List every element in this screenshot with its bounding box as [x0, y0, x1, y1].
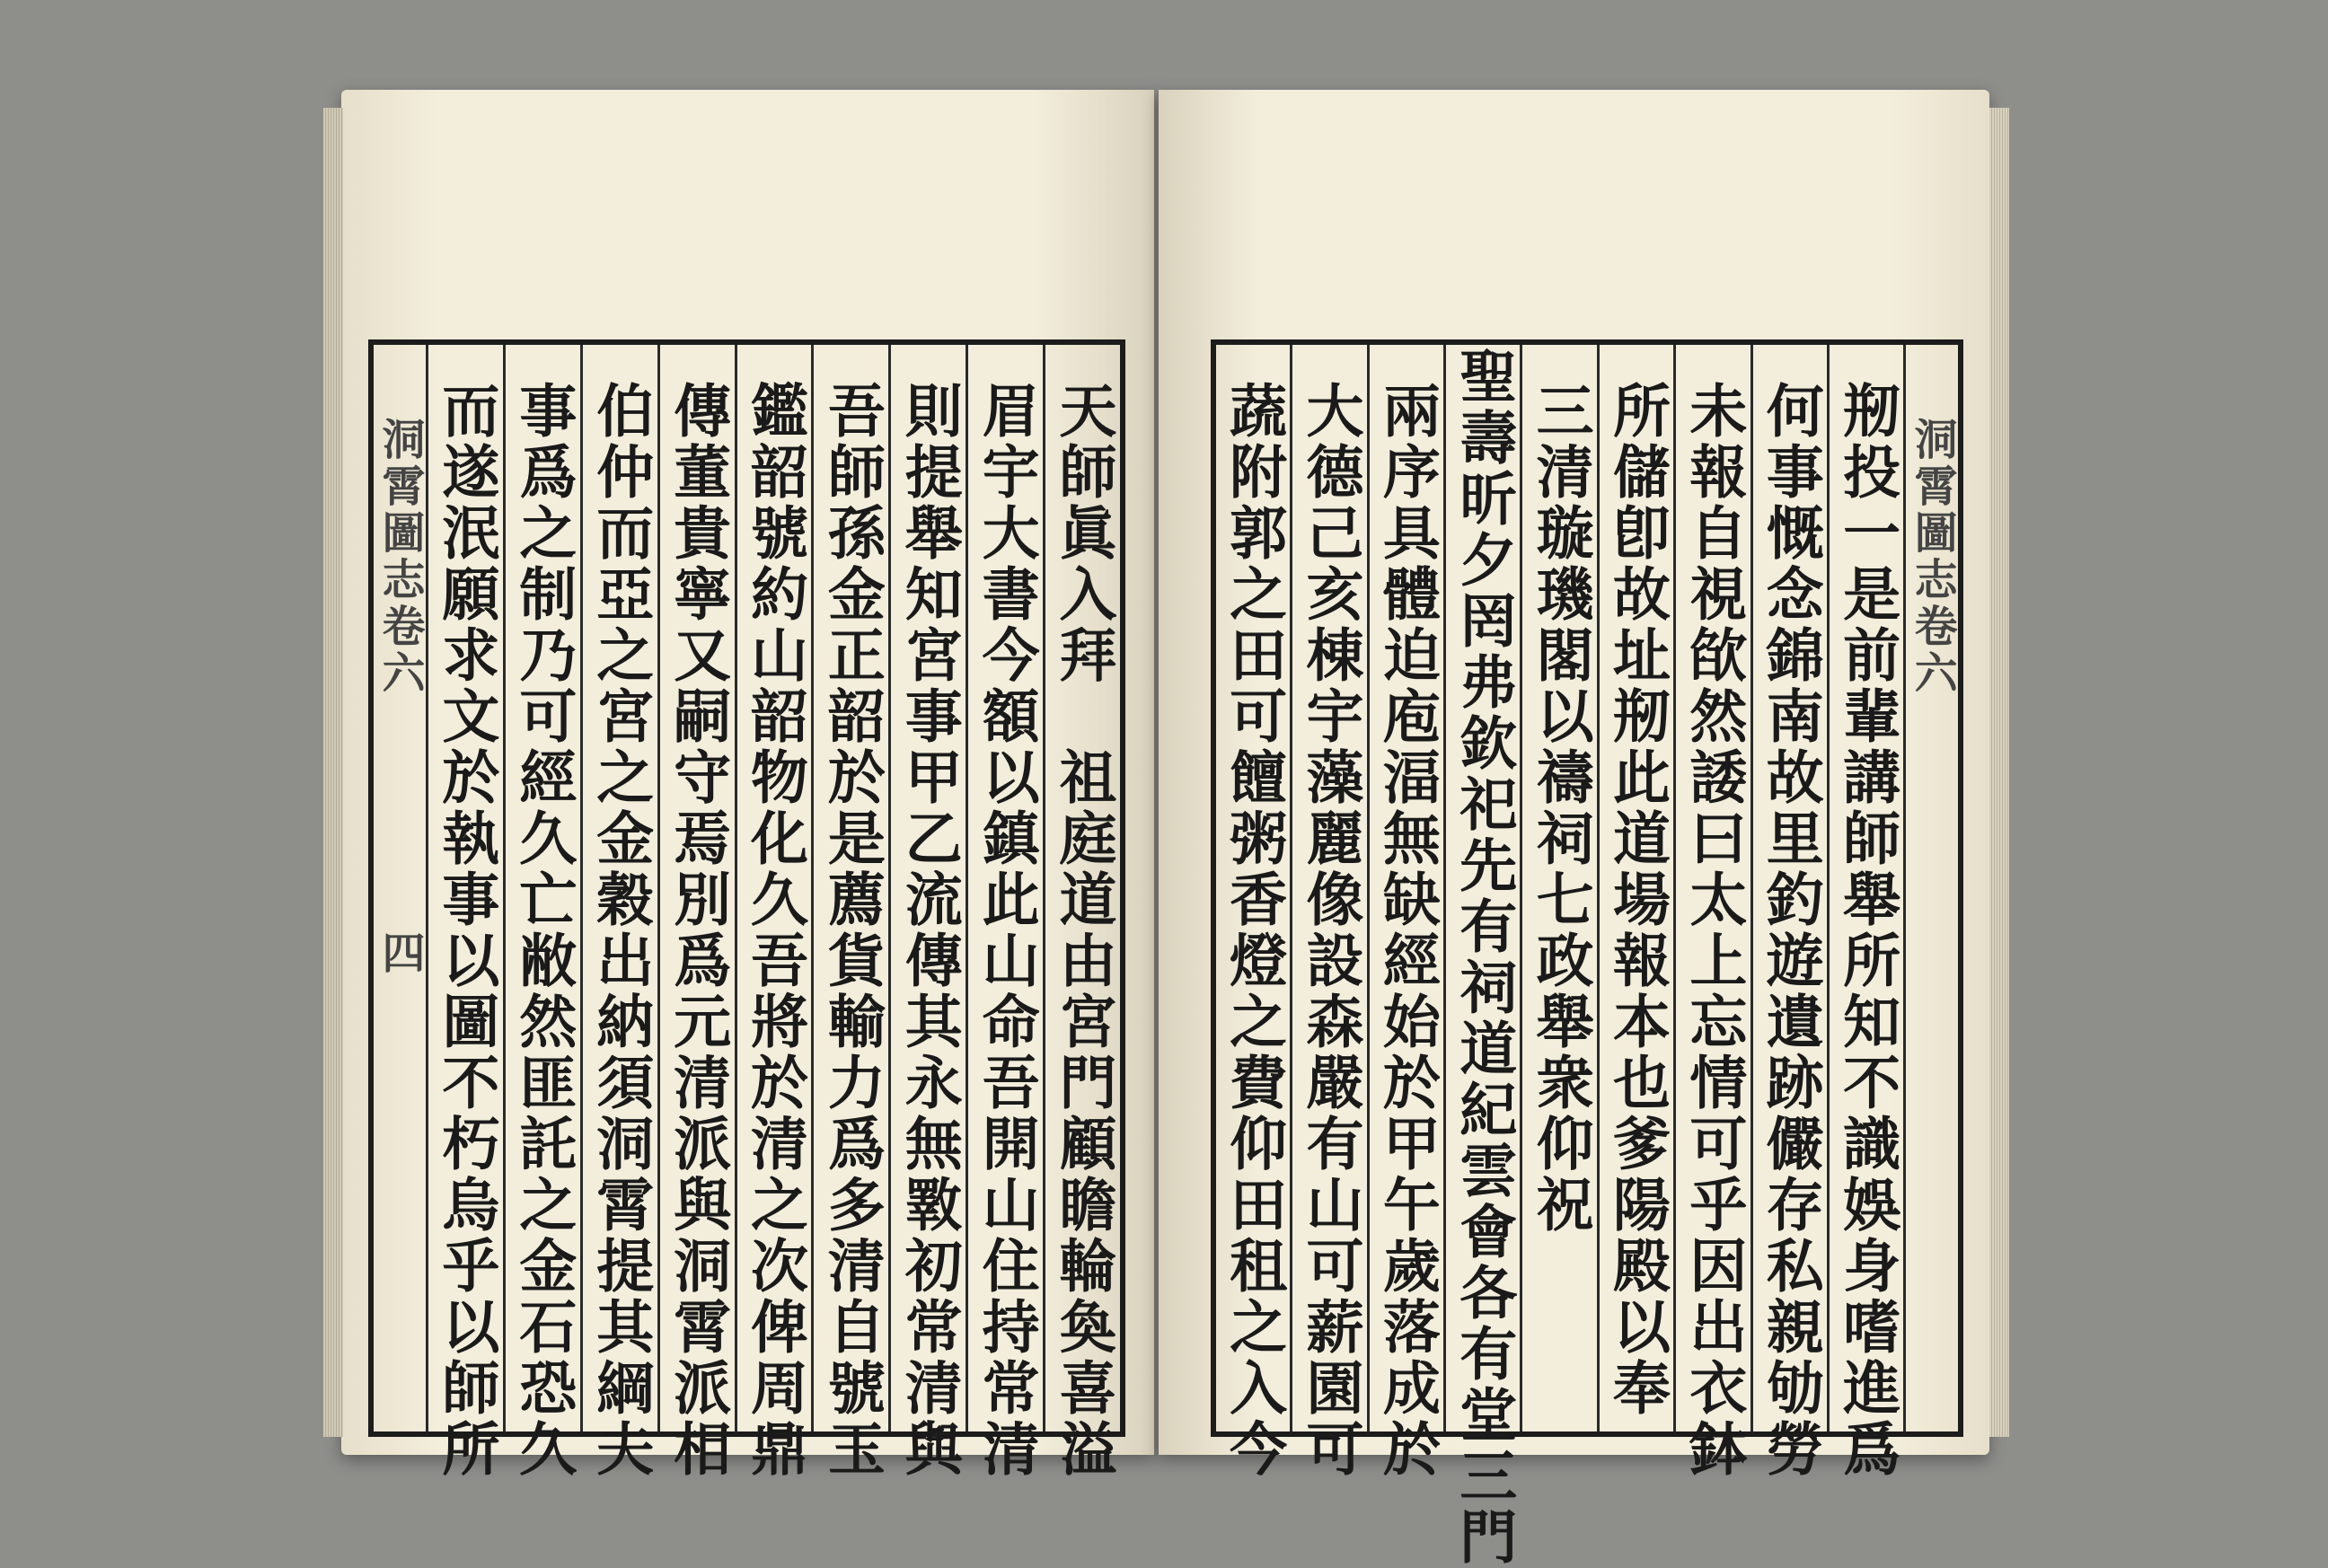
left-text-frame	[368, 339, 1125, 1480]
left-page	[341, 90, 1154, 1480]
column-text: 傳董貴寧又嗣守焉別爲元清派與洞霄派相	[664, 381, 732, 1480]
text-column	[657, 345, 735, 1480]
text-column	[966, 345, 1043, 1480]
column-text: 三清璇璣閣以禱祠七政舉衆仰祝	[1526, 381, 1594, 1236]
column-text: 聖壽昕夕罔弗欽祀先有祠道紀雲會各有堂三門	[1450, 347, 1518, 1568]
text-column	[426, 345, 503, 1480]
column-text: 伯仲而亞之宮之金穀出納須洞霄提其綱夫	[586, 381, 655, 1480]
margin-label: 洞霄圖志卷六	[1907, 417, 1958, 697]
text-column	[1597, 345, 1673, 1431]
column-text: 則提舉知宮事甲乙流傳其永無斁初常清與	[895, 381, 963, 1480]
open-book	[341, 90, 1994, 1568]
text-column	[1043, 345, 1120, 1480]
column-text: 事爲之制乃可經久亡敝然匪託之金石恐久	[509, 381, 578, 1480]
left-page-edges	[323, 108, 343, 1437]
margin-label	[374, 345, 425, 1431]
column-text: 鑑韶號約山韶物化久吾將於清之次俾周鼎	[740, 381, 808, 1480]
text-column	[580, 345, 657, 1480]
text-column	[1216, 345, 1290, 1480]
text-column	[1290, 345, 1366, 1480]
column-text: 而遂泯願求文於執事以圖不朽烏乎以師所	[432, 381, 500, 1480]
text-column	[1520, 345, 1596, 1431]
column-text: 蔬附郭之田可饘粥香燈之費仰田租之入今	[1220, 381, 1288, 1480]
column-text: 何事慨念錦南故里釣遊遺跡儼存私親劬勞	[1756, 381, 1824, 1480]
column-text: 所儲卽故址剏此道場報本也爹陽殿以奉	[1603, 381, 1671, 1419]
margin-column	[1903, 345, 1958, 1431]
text-column	[1443, 345, 1520, 1568]
text-column	[811, 345, 888, 1480]
folio-number: 四	[374, 930, 425, 977]
column-text: 剏投一是前輩講師舉所知不識娛身嗜進爲	[1833, 381, 1901, 1480]
text-column	[1750, 345, 1827, 1480]
text-column	[735, 345, 812, 1480]
text-column	[1367, 345, 1443, 1480]
right-columns	[1216, 345, 1958, 1568]
margin-column	[374, 345, 426, 1431]
column-text: 眉宇大書今額以鎮此山命吾開山住持常清	[972, 381, 1040, 1480]
column-text: 吾師孫金正韶於是薦貨輸力爲多清自號玉	[817, 381, 886, 1480]
column-text: 未報自視欿然諉曰太上忘情可乎因出衣鉢	[1680, 381, 1748, 1480]
left-columns	[374, 345, 1120, 1480]
right-text-frame	[1211, 339, 1963, 1568]
right-page-edges	[1989, 108, 2009, 1437]
right-page	[1159, 90, 1989, 1568]
column-text: 大德己亥棟宇藻麗像設森嚴有山可薪園可	[1296, 381, 1364, 1480]
text-column	[888, 345, 966, 1480]
book-title-label: 洞霄圖志卷六	[374, 417, 425, 697]
text-column	[1673, 345, 1750, 1480]
text-column	[1827, 345, 1903, 1480]
column-text: 兩序具體迫庖湢無缺經始於甲午歲落成於	[1372, 381, 1441, 1480]
column-text: 天師眞入拜 祖庭道由宮門顧瞻輪奐喜溢	[1049, 381, 1117, 1480]
text-column	[503, 345, 580, 1480]
